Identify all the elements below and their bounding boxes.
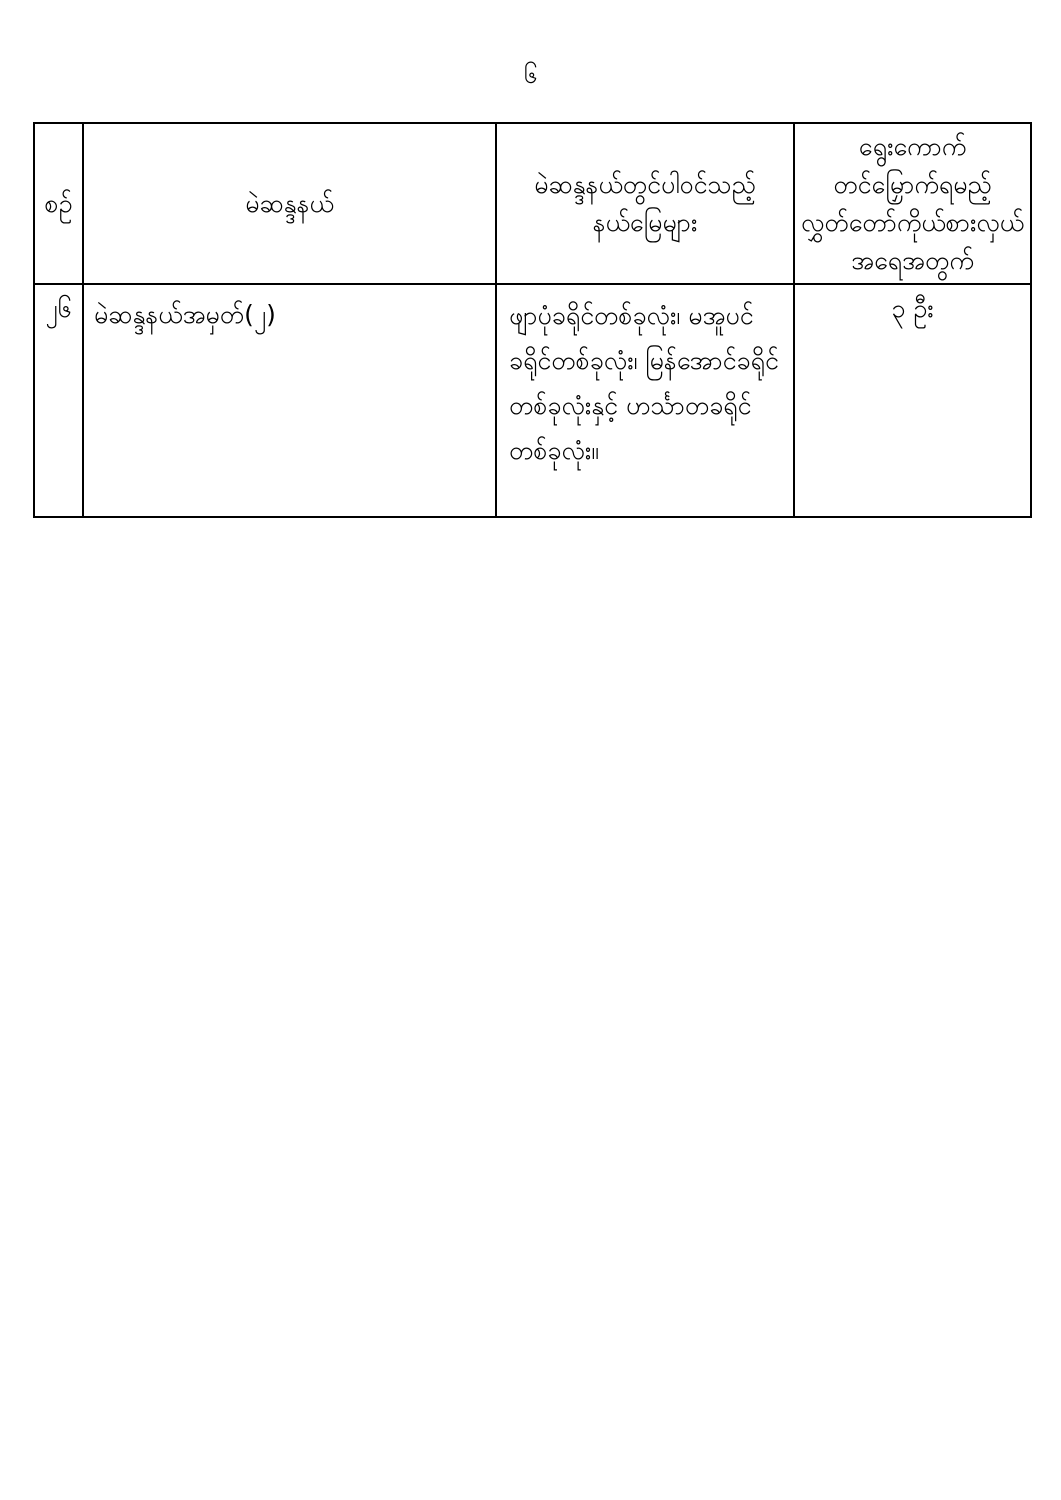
header-constituency [83,123,496,284]
header-representatives-line-4: အရေအတွက် [851,245,974,275]
header-areas-line-1: မဲဆန္ဒနယ်တွင်ပါဝင်သည့် [534,169,756,199]
header-serial-label: စဉ် [44,188,73,218]
header-constituency-label: မဲဆန္ဒနယ် [245,188,334,218]
table-row [34,284,1031,517]
header-representatives [794,123,1031,284]
cell-serial-number: ၂၆ [34,284,83,517]
page-number: ၆ [523,61,538,89]
header-areas-line-2: နယ်မြေများ [592,207,698,237]
header-representatives-line-2: တင်မြှောက်ရမည့် [833,169,992,199]
header-serial [34,123,83,284]
table-header-row [34,123,1031,284]
cell-representative-count: ၃ ဦး [794,284,1031,517]
constituency-table [33,122,1032,518]
cell-constituency-name: မဲဆန္ဒနယ်အမှတ်(၂) [83,284,496,517]
header-representatives-line-1: ရွေးကောက် [858,131,967,161]
header-areas [496,123,794,284]
header-representatives-line-3: လွှတ်တော်ကိုယ်စားလှယ် [800,207,1025,237]
cell-included-areas: ဖျာပုံခရိုင်တစ်ခုလုံး၊ မအူပင်ခရိုင်တစ်ခုလုံး၊ မြန်အောင်ခရိုင်တစ်ခုလုံးနှင့် ဟင်္သာတခရိုင်တစ်ခုလုံး။ [496,284,794,517]
